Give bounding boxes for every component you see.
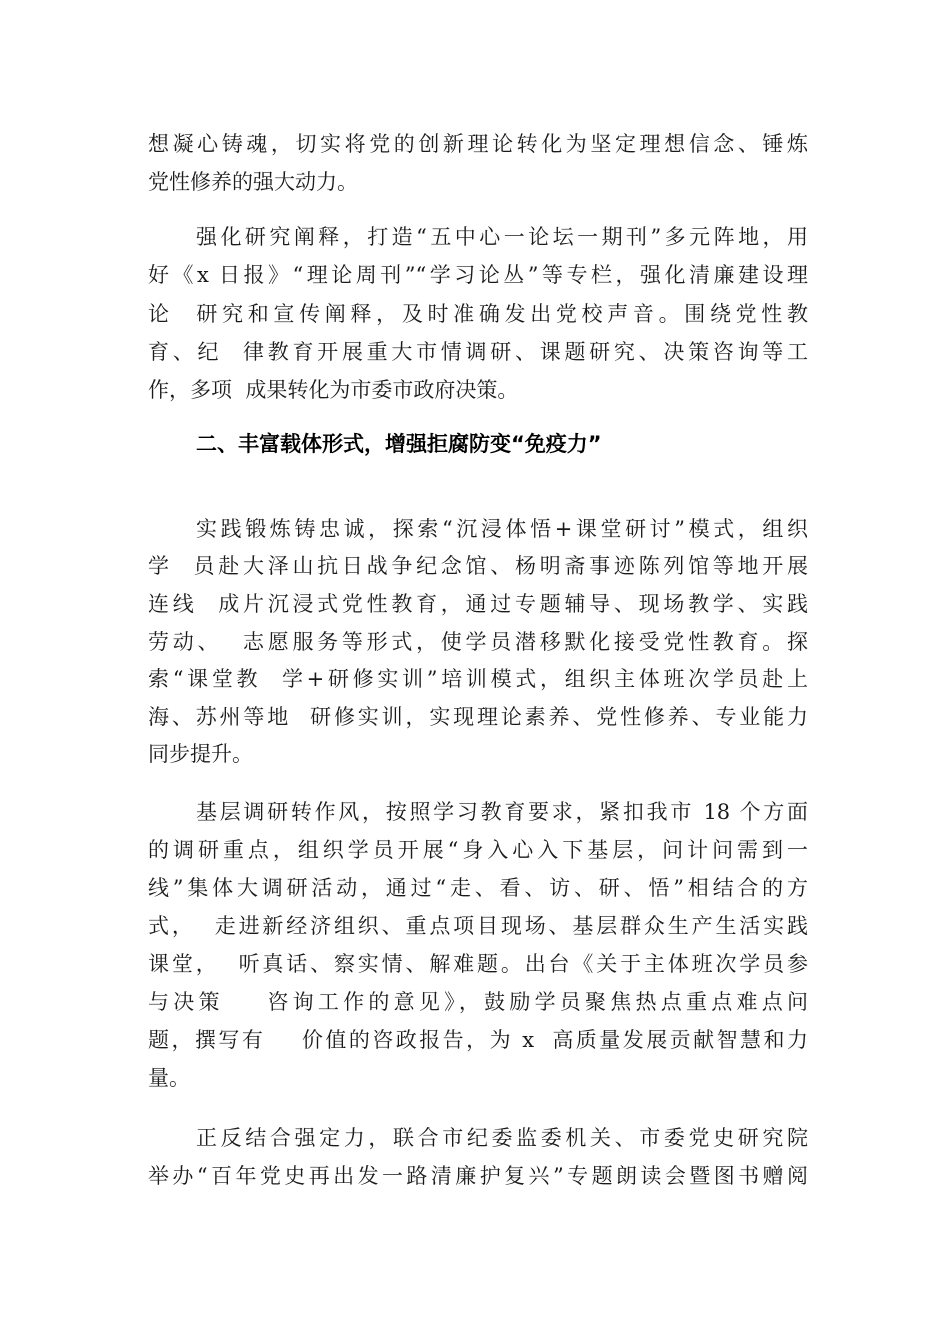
para-practice-line-1: 实践锻炼铸忠诚，探索“沉浸体悟+课堂研讨”模式，组织 [196,517,808,541]
para-grassroots-line-1: 基层调研转作风，按照学习教育要求，紧扣我市 18 个方面 [196,800,808,824]
section-heading: 二、丰富载体形式，增强拒腐防变“免疫力” [196,432,602,456]
para-contrast-line-1: 正反结合强定力，联合市纪委监委机关、市委党史研究院 [196,1126,808,1150]
para-grassroots-line-2: 的调研重点，组织学员开展“身入心入下基层，问计问需到一 [148,838,808,862]
para-research-line-3: 论 研究和宣传阐释，及时准确发出党校声音。围绕党性教 [148,302,808,326]
para-grassroots-line-3: 线”集体大调研活动，通过“走、看、访、研、悟”相结合的方 [148,876,808,900]
para-intro-line-1: 想凝心铸魂，切实将党的创新理论转化为坚定理想信念、锤炼 [148,132,808,156]
para-practice-line-3: 连线 成片沉浸式党性教育，通过专题辅导、现场教学、实践 [148,592,808,616]
para-research-line-5: 作，多项 成果转化为市委市政府决策。 [148,378,519,402]
para-practice-line-6: 海、苏州等地 研修实训，实现理论素养、党性修养、专业能力 [148,705,808,729]
para-grassroots-line-6: 与决策 咨询工作的意见》，鼓励学员聚焦热点重点难点问 [148,990,808,1014]
para-grassroots-line-4: 式， 走进新经济组织、重点项目现场、基层群众生产生活实践 [148,914,808,938]
para-practice-line-4: 劳动、 志愿服务等形式，使学员潜移默化接受党性教育。探 [148,630,808,654]
para-grassroots-line-5: 课堂， 听真话、察实情、解难题。出台《关于主体班次学员参 [148,952,808,976]
para-practice-line-2: 学 员赴大泽山抗日战争纪念馆、杨明斋事迹陈列馆等地开展 [148,554,808,578]
para-intro-line-2: 党性修养的强大动力。 [148,170,358,194]
para-contrast-line-2: 举办“百年党史再出发一路清廉护复兴”专题朗读会暨图书赠阅 [148,1164,808,1188]
para-grassroots-line-8: 量。 [148,1066,190,1090]
para-research-line-1: 强化研究阐释，打造“五中心一论坛一期刊”多元阵地，用 [196,225,808,249]
para-practice-line-5: 索“课堂教 学+研修实训”培训模式，组织主体班次学员赴上 [148,667,808,691]
para-grassroots-line-7: 题，撰写有 价值的咨政报告，为 x 高质量发展贡献智慧和力 [148,1028,808,1052]
para-practice-line-7: 同步提升。 [148,742,253,766]
para-research-line-2: 好《x 日报》“理论周刊”“学习论丛”等专栏，强化清廉建设理 [148,263,808,287]
para-research-line-4: 育、纪 律教育开展重大市情调研、课题研究、决策咨询等工 [148,340,808,364]
